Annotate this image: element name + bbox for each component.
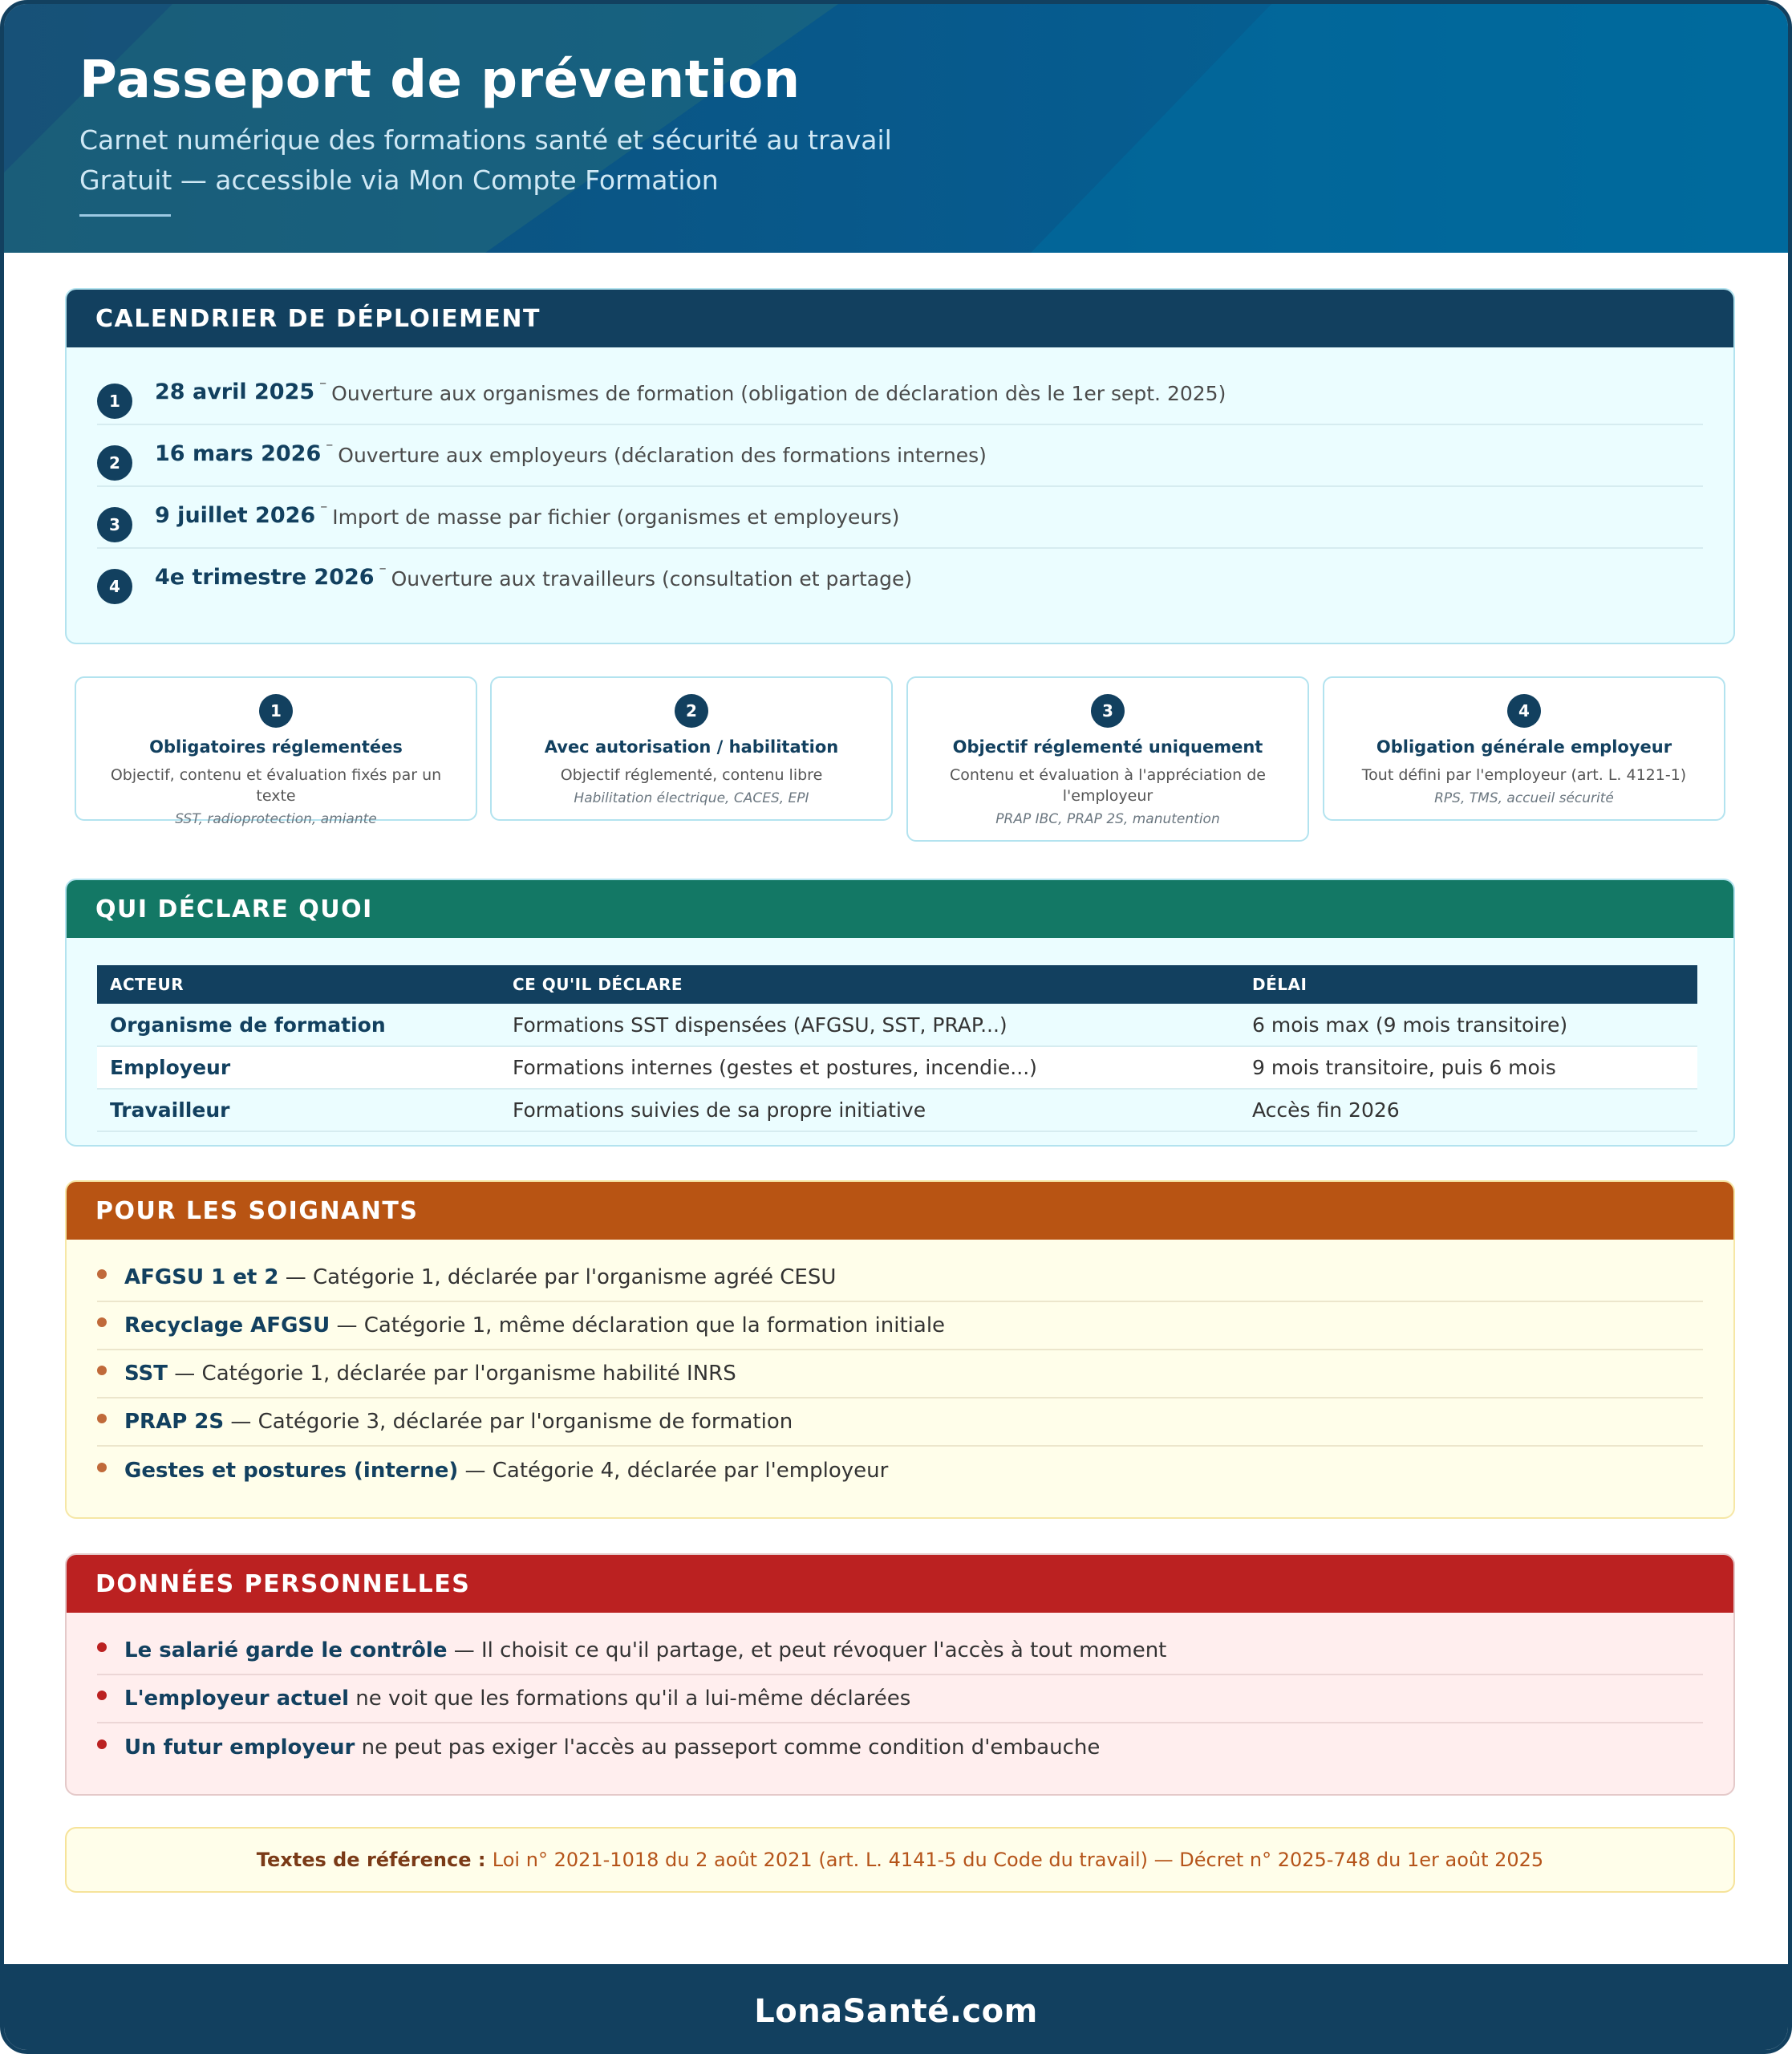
category-description: Objectif réglementé, contenu libre [560, 766, 823, 784]
who-declares-section [65, 879, 1735, 1147]
declaration-table [97, 965, 1697, 1132]
step-number-badge: 2 [97, 445, 132, 481]
category-card [1323, 676, 1725, 821]
item-label: SST [124, 1362, 168, 1386]
header-banner [4, 4, 1788, 253]
bullet-dot [97, 1463, 107, 1472]
item-label: PRAP 2S [124, 1410, 225, 1434]
list-item [97, 1675, 1703, 1723]
category-number-badge: 4 [1507, 694, 1541, 728]
calendar-date: 4e trimestre 2026 [155, 565, 375, 590]
bullet-dot [97, 1269, 107, 1279]
section-heading: CALENDRIER DE DÉPLOIEMENT [67, 290, 1733, 347]
bullet-dot [97, 1739, 107, 1749]
calendar-section [65, 288, 1735, 644]
section-heading: DONNÉES PERSONNELLES [67, 1555, 1733, 1613]
item-label: L'employeur actuel [124, 1687, 350, 1711]
table-row [97, 1046, 1697, 1089]
bullet-dot [97, 1317, 107, 1327]
column-header: CE QU'IL DÉCLARE [500, 965, 1239, 1004]
category-description: Objectif, contenu et évaluation fixés par un texte [110, 766, 442, 805]
reference-label: Textes de référence : [256, 1849, 493, 1871]
calendar-date: 16 mars 2026 [155, 441, 322, 466]
item-text: — Il choisit ce qu'il partage, et peut révoquer l'accès à tout moment [447, 1638, 1167, 1662]
item-label: Un futur employeur [124, 1735, 355, 1760]
category-card [75, 676, 477, 827]
category-number-badge: 3 [1091, 694, 1125, 728]
calendar-description: Ouverture aux travailleurs (consultation et partage) [391, 567, 913, 591]
bullet-dot [97, 1414, 107, 1423]
table-header-row [97, 965, 1697, 1004]
step-number-badge: 1 [97, 384, 132, 419]
list-item [97, 1627, 1703, 1675]
list-item [97, 1254, 1703, 1302]
reference-box [65, 1827, 1735, 1893]
calendar-date: 28 avril 2025 [155, 380, 315, 404]
calendar-description: Ouverture aux organismes de formation (obligation de déclaration dès le 1er sept. 2025) [331, 382, 1226, 405]
bullet-dot [97, 1691, 107, 1700]
delay-cell: 6 mois max (9 mois transitoire) [1239, 1004, 1697, 1046]
declares-cell: Formations internes (gestes et postures, incendie...) [500, 1046, 1239, 1089]
page-title: Passeport de prévention [79, 51, 801, 110]
item-label: Recyclage AFGSU [124, 1313, 330, 1338]
category-title: Objectif réglementé uniquement [952, 737, 1263, 757]
actor-cell: Employeur [97, 1046, 500, 1089]
calendar-list [67, 347, 1733, 611]
bullet-dot [97, 1642, 107, 1652]
item-text: ne peut pas exiger l'accès au passeport comme condition d'embauche [355, 1735, 1101, 1760]
calendar-separator: – [326, 436, 334, 453]
caregivers-section [65, 1180, 1735, 1519]
item-label: Gestes et postures (interne) [124, 1459, 459, 1483]
table-row [97, 1004, 1697, 1046]
category-number-badge: 2 [675, 694, 708, 728]
delay-cell: 9 mois transitoire, puis 6 mois [1239, 1046, 1697, 1089]
category-card [906, 676, 1309, 842]
column-header: DÉLAI [1239, 965, 1697, 1004]
header-decoration [1031, 4, 1788, 253]
category-title: Avec autorisation / habilitation [544, 737, 839, 757]
calendar-item [97, 363, 1703, 425]
actor-cell: Organisme de formation [97, 1004, 500, 1046]
item-text: — Catégorie 1, même déclaration que la formation initiale [330, 1313, 946, 1338]
page-subtitle-2: Gratuit — accessible via Mon Compte Formation [79, 164, 719, 196]
item-text: — Catégorie 1, déclarée par l'organisme habilité INRS [168, 1362, 736, 1386]
category-examples: SST, radioprotection, amiante [175, 811, 377, 827]
category-examples: Habilitation électrique, CACES, EPI [574, 790, 809, 806]
category-cards [75, 676, 1725, 845]
list-item [97, 1398, 1703, 1447]
calendar-separator: – [379, 560, 387, 577]
category-number-badge: 1 [259, 694, 293, 728]
item-text: — Catégorie 4, déclarée par l'employeur [458, 1459, 889, 1483]
footer-brand: LonaSanté.com [754, 1992, 1038, 2030]
item-text: — Catégorie 3, déclarée par l'organisme de formation [224, 1410, 793, 1434]
page-subtitle: Carnet numérique des formations santé et sécurité au travail [79, 124, 892, 156]
category-title: Obligation générale employeur [1376, 737, 1672, 757]
delay-cell: Accès fin 2026 [1239, 1089, 1697, 1131]
footer-bar [4, 1964, 1788, 2054]
calendar-separator: – [319, 375, 327, 392]
item-label: AFGSU 1 et 2 [124, 1265, 279, 1289]
item-label: Le salarié garde le contrôle [124, 1638, 448, 1662]
reference-text: Loi n° 2021-1018 du 2 août 2021 (art. L. 4141-5 du Code du travail) — Décret n° 2025-748 du 1er août 2025 [492, 1849, 1544, 1871]
calendar-separator: – [320, 498, 328, 515]
category-description: Tout défini par l'employeur (art. L. 4121-1) [1361, 766, 1687, 784]
calendar-description: Ouverture aux employeurs (déclaration des formations internes) [338, 444, 987, 467]
calendar-item [97, 549, 1703, 611]
declares-cell: Formations SST dispensées (AFGSU, SST, PRAP...) [500, 1004, 1239, 1046]
category-description: Contenu et évaluation à l'appréciation de l'employeur [950, 766, 1266, 805]
category-examples: RPS, TMS, accueil sécurité [1434, 790, 1614, 806]
personal-data-list [67, 1613, 1733, 1772]
title-underline [79, 214, 171, 217]
section-heading: QUI DÉCLARE QUOI [67, 880, 1733, 938]
list-item [97, 1302, 1703, 1350]
bullet-dot [97, 1366, 107, 1375]
calendar-description: Import de masse par fichier (organismes et employeurs) [332, 505, 900, 529]
actor-cell: Travailleur [97, 1089, 500, 1131]
category-title: Obligatoires réglementées [149, 737, 403, 757]
list-item [97, 1723, 1703, 1772]
calendar-item [97, 487, 1703, 549]
step-number-badge: 4 [97, 569, 132, 604]
item-text: ne voit que les formations qu'il a lui-même déclarées [349, 1687, 911, 1711]
declares-cell: Formations suivies de sa propre initiative [500, 1089, 1239, 1131]
caregivers-list [67, 1240, 1733, 1495]
item-text: — Catégorie 1, déclarée par l'organisme agréé CESU [278, 1265, 837, 1289]
calendar-date: 9 juillet 2026 [155, 503, 316, 528]
list-item [97, 1447, 1703, 1495]
section-heading: POUR LES SOIGNANTS [67, 1182, 1733, 1240]
list-item [97, 1350, 1703, 1398]
table-row [97, 1089, 1697, 1131]
step-number-badge: 3 [97, 507, 132, 542]
category-examples: PRAP IBC, PRAP 2S, manutention [995, 811, 1220, 827]
calendar-item [97, 425, 1703, 487]
category-card [490, 676, 893, 821]
column-header: ACTEUR [97, 965, 500, 1004]
personal-data-section [65, 1553, 1735, 1796]
